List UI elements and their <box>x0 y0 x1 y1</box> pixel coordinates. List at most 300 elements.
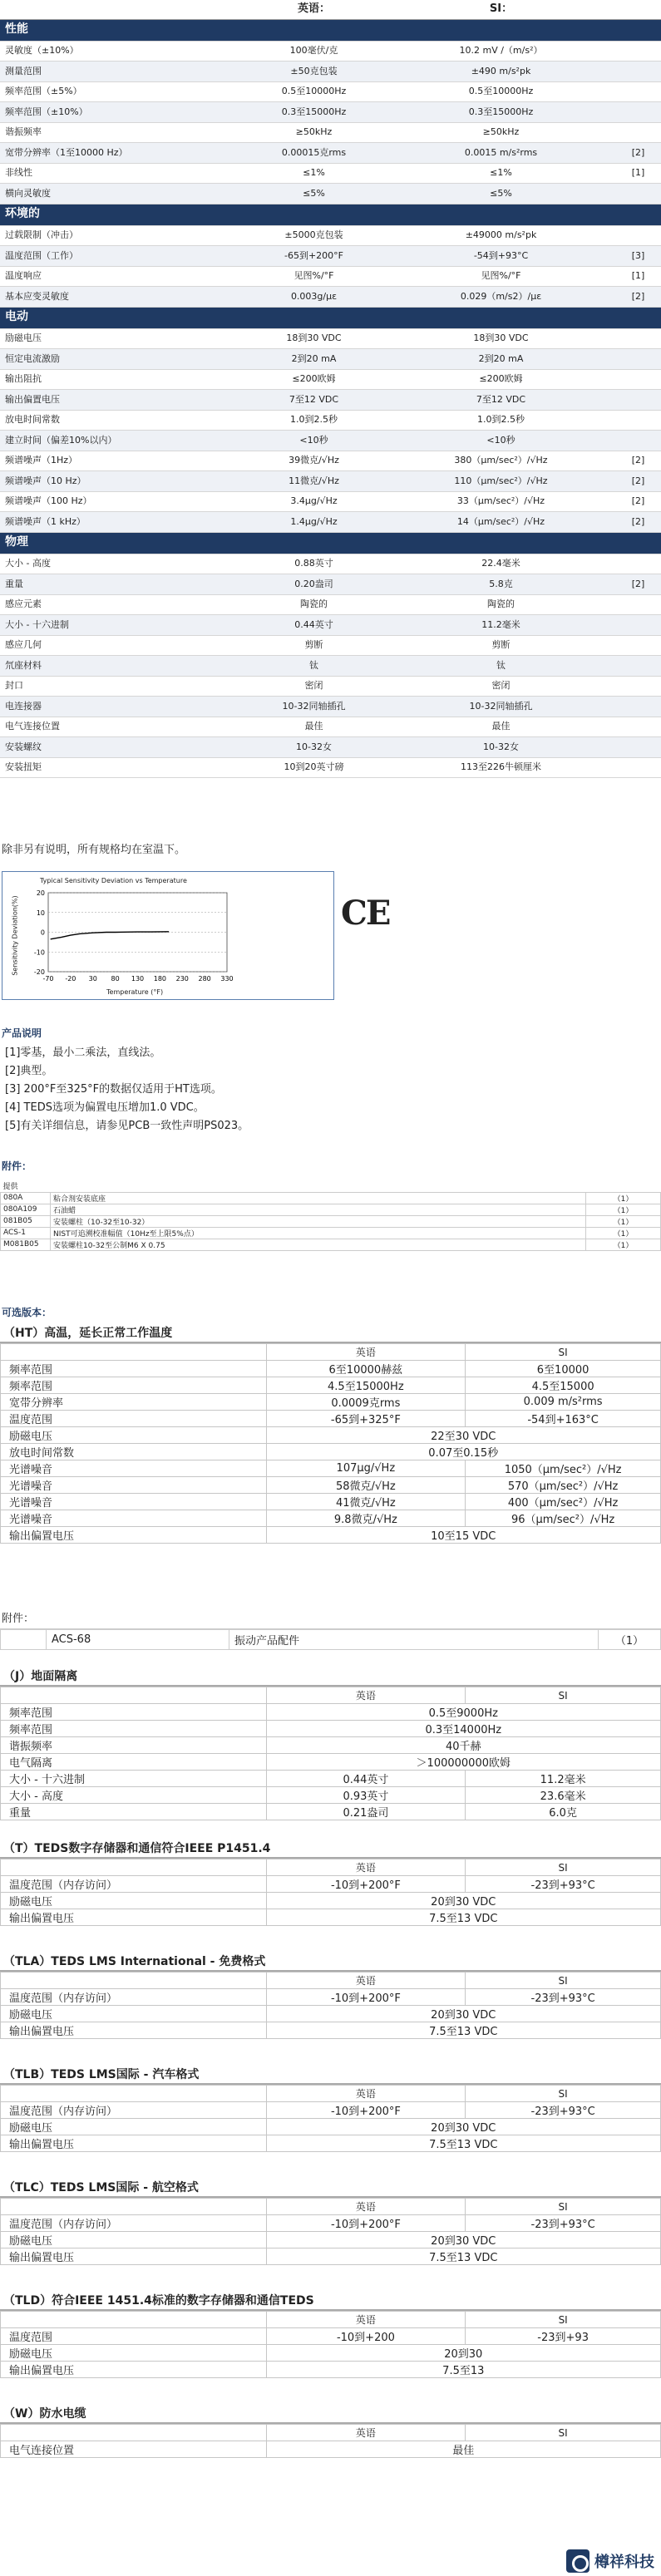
row-value: 22至30 VDC <box>266 1427 661 1444</box>
row-value-si: 570（µm/sec²）/√Hz <box>466 1477 661 1494</box>
row-value-si: -23到+93 <box>466 2328 661 2345</box>
spec-value-english: 0.5至10000Hz <box>241 81 387 102</box>
table-header-row <box>1 2199 661 2215</box>
row-value: 7.5至13 <box>266 2362 660 2378</box>
row-value-si: -23到+93°C <box>466 2102 661 2119</box>
spec-footnote: [2] <box>615 143 661 164</box>
spec-row <box>0 676 661 697</box>
spec-row <box>0 62 661 82</box>
spec-label: 电气连接位置 <box>0 717 241 737</box>
table-row <box>1 1460 661 1477</box>
spec-value-si: 380（µm/sec²）/√Hz <box>387 451 615 471</box>
accessory-desc: 石油蜡 <box>51 1204 586 1215</box>
spec-row <box>0 369 661 390</box>
column-si: SI <box>466 1344 661 1361</box>
row-value: 0.5至9000Hz <box>266 1704 660 1721</box>
spec-row <box>0 266 661 287</box>
spec-value-si: 18到30 VDC <box>387 328 615 349</box>
table-header-row <box>1 2086 661 2102</box>
table-row <box>1 2248 661 2265</box>
table-row <box>1 1527 661 1544</box>
spec-section-header <box>0 307 661 328</box>
row-label: 光谱噪音 <box>1 1460 267 1477</box>
spec-label: 温度响应 <box>0 266 241 287</box>
column-si: SI <box>466 2199 661 2215</box>
spec-value-english: 钛 <box>241 656 387 677</box>
spec-value-english: 0.20盎司 <box>241 574 387 595</box>
spec-footnote <box>615 62 661 82</box>
chart-ylabel: Sensitivity Deviation(%) <box>11 895 19 976</box>
series-line <box>51 932 169 939</box>
row-value-english: -10到+200 <box>266 2328 466 2345</box>
accessory-desc: 粘合剂安装底座 <box>51 1192 586 1204</box>
column-si: SI <box>466 1859 661 1876</box>
column-si: SI <box>466 1973 661 1989</box>
spec-footnote: [1] <box>615 163 661 184</box>
spec-value-english: 1.4µg/√Hz <box>241 512 387 533</box>
spec-label: 恒定电流激励 <box>0 349 241 370</box>
room-temp-note: 除非另有说明，所有规格均在室温下。 <box>2 844 186 856</box>
table-row <box>1 1494 661 1510</box>
ht-accessories <box>0 1609 661 1650</box>
t-title: （T）TEDS数字存储器和通信符合IEEE P1451.4 <box>0 1839 661 1859</box>
spec-header-si: SI： <box>387 0 615 19</box>
spec-label: 过载限制（冲击） <box>0 225 241 246</box>
accessory-qty: （1） <box>586 1215 661 1227</box>
row-label: 温度范围（内存访问） <box>1 1876 267 1893</box>
row-label: 温度范围（内存访问） <box>1 2215 267 2232</box>
product-note-item: [5]有关详细信息，请参见PCB一致性声明PS023。 <box>5 1120 249 1132</box>
tlb-title: （TLB）TEDS LMS国际 - 汽车格式 <box>0 2065 661 2085</box>
table-header-row <box>1 2312 661 2328</box>
row-value-english: 58微克/√Hz <box>266 1477 466 1494</box>
section-title: 性能 <box>0 19 661 41</box>
spec-value-english: 100毫伏/克 <box>241 41 387 62</box>
row-label: 励磁电压 <box>1 2119 267 2135</box>
row-value: 10至15 VDC <box>266 1527 661 1544</box>
row-label: 输出偏置电压 <box>1 2362 267 2378</box>
row-label: 励磁电压 <box>1 1893 267 1909</box>
spec-footnote <box>615 656 661 677</box>
row-label: 励磁电压 <box>1 1427 267 1444</box>
spec-label: 感应几何 <box>0 635 241 656</box>
table-row <box>1 1771 661 1787</box>
accessory-row <box>1 1239 661 1250</box>
w-title: （W）防水电缆 <box>0 2404 661 2424</box>
row-label: 温度范围（内存访问） <box>1 2102 267 2119</box>
spec-footnote <box>615 390 661 411</box>
spec-footnote <box>615 615 661 636</box>
ht-title: （HT）高温，延长正常工作温度 <box>0 1323 661 1343</box>
spec-row <box>0 287 661 308</box>
spec-value-si: 113至226牛顿厘米 <box>387 757 615 778</box>
y-tick-label: 0 <box>40 928 45 937</box>
x-tick-label: -70 <box>42 975 54 983</box>
row-value-si: 11.2毫米 <box>466 1771 661 1787</box>
spec-footnote: [2] <box>615 512 661 533</box>
spec-label: 安装螺纹 <box>0 737 241 758</box>
row-label: 频率范围 <box>1 1377 267 1394</box>
spec-header-english: 英语： <box>241 0 387 19</box>
spec-value-si: 2到20 mA <box>387 349 615 370</box>
spec-footnote <box>615 102 661 123</box>
spec-row <box>0 574 661 595</box>
spec-label: 大小 - 高度 <box>0 554 241 574</box>
row-value-english: 0.93英寸 <box>266 1787 466 1804</box>
spec-row <box>0 717 661 737</box>
spec-row <box>0 697 661 717</box>
tld-table <box>0 2311 661 2378</box>
table-row <box>1 1477 661 1494</box>
row-value-english: 0.44英寸 <box>266 1771 466 1787</box>
spec-value-si: 0.5至10000Hz <box>387 81 615 102</box>
spec-row <box>0 635 661 656</box>
table-row <box>1 1510 661 1527</box>
spec-footnote <box>615 81 661 102</box>
product-note-item: [1]零基，最小二乘法，直线法。 <box>5 1047 161 1059</box>
spec-value-english: 剪断 <box>241 635 387 656</box>
spec-label: 频谱噪声（1 kHz） <box>0 512 241 533</box>
spec-value-si: 10-32同轴插孔 <box>387 697 615 717</box>
t-table <box>0 1859 661 1926</box>
x-tick-label: 30 <box>88 975 97 983</box>
spec-footnote <box>615 369 661 390</box>
row-label: 宽带分辨率 <box>1 1394 267 1411</box>
spec-footnote <box>615 431 661 451</box>
x-tick-label: 180 <box>153 975 167 983</box>
accessories-subtitle: 提供 <box>2 1183 18 1192</box>
row-value: 20到30 <box>266 2345 660 2362</box>
spec-value-english: 10到20英寸磅 <box>241 757 387 778</box>
spec-footnote <box>615 737 661 758</box>
row-label: 输出偏置电压 <box>1 2022 267 2039</box>
tlc-title: （TLC）TEDS LMS国际 - 航空格式 <box>0 2178 661 2198</box>
row-value-si: 1050（µm/sec²）/√Hz <box>466 1460 661 1477</box>
accessories-table <box>0 1180 661 1251</box>
table-row <box>1 2215 661 2232</box>
accessory-qty: （1） <box>586 1204 661 1215</box>
spec-value-si: 11.2毫米 <box>387 615 615 636</box>
row-value-english: 0.21盎司 <box>266 1804 466 1820</box>
row-value-english: 107µg/√Hz <box>266 1460 466 1477</box>
spec-footnote: [2] <box>615 451 661 471</box>
accessory-code: 080A <box>1 1192 51 1204</box>
row-label: 电气连接位置 <box>1 2441 267 2458</box>
spec-value-english: 18到30 VDC <box>241 328 387 349</box>
row-label: 励磁电压 <box>1 2232 267 2248</box>
spec-row <box>0 656 661 677</box>
row-value-si: 4.5至15000 <box>466 1377 661 1394</box>
table-row <box>1 2135 661 2152</box>
spec-label: 输出偏置电压 <box>0 390 241 411</box>
row-value-si: 23.6毫米 <box>466 1787 661 1804</box>
accessory-row <box>1 1204 661 1215</box>
spec-value-english: 0.88英寸 <box>241 554 387 574</box>
table-row <box>1 2006 661 2022</box>
spec-label: 基本应变灵敏度 <box>0 287 241 308</box>
spec-row <box>0 102 661 123</box>
accessory-qty: （1） <box>586 1227 661 1239</box>
table-row <box>1 1721 661 1737</box>
table-row <box>1 1876 661 1893</box>
spec-value-english: 2到20 mA <box>241 349 387 370</box>
table-row <box>1 1377 661 1394</box>
spec-section-header <box>0 204 661 225</box>
spec-label: 灵敏度（±10%） <box>0 41 241 62</box>
row-value-si: -23到+93°C <box>466 1876 661 1893</box>
spec-value-si: 0.0015 m/s²rms <box>387 143 615 164</box>
row-value: 7.5至13 VDC <box>266 2135 660 2152</box>
spec-value-si: 5.8克 <box>387 574 615 595</box>
chart-xlabel: Temperature (°F) <box>106 988 164 996</box>
spec-value-english: 39微克/√Hz <box>241 451 387 471</box>
row-label: 温度范围（内存访问） <box>1 1989 267 2006</box>
row-label: 输出偏置电压 <box>1 1527 267 1544</box>
spec-label: 封口 <box>0 676 241 697</box>
spec-value-english: <10秒 <box>241 431 387 451</box>
spec-row <box>0 554 661 574</box>
x-tick-label: 130 <box>131 975 145 983</box>
spec-label: 安装扭矩 <box>0 757 241 778</box>
spec-value-si: 0.029（m/s2）/µε <box>387 287 615 308</box>
row-label: 温度范围 <box>1 1411 267 1427</box>
spec-value-si: 钛 <box>387 656 615 677</box>
row-label: 大小 - 十六进制 <box>1 1771 267 1787</box>
row-value-english: 6至10000赫兹 <box>266 1361 466 1377</box>
spec-footnote <box>615 676 661 697</box>
y-tick-label: 10 <box>36 909 45 917</box>
accessory-desc: 安装螺柱（10-32至10-32） <box>51 1215 586 1227</box>
spec-value-si: 剪断 <box>387 635 615 656</box>
spec-row <box>0 41 661 62</box>
spec-footnote <box>615 41 661 62</box>
row-value-si: -23到+93°C <box>466 1989 661 2006</box>
row-value-si: 0.009 m/s²rms <box>466 1394 661 1411</box>
accessory-row <box>1 1227 661 1239</box>
column-english: 英语 <box>266 1859 466 1876</box>
spec-value-english: ≤200欧姆 <box>241 369 387 390</box>
product-note-item: [4] TEDS选项为偏置电压增加1.0 VDC。 <box>5 1101 205 1114</box>
spec-value-si: 110（µm/sec²）/√Hz <box>387 471 615 492</box>
product-note-item: [2]典型。 <box>5 1065 53 1077</box>
row-value-english: 0.0009克rms <box>266 1394 466 1411</box>
row-value: ＞100000000欧姆 <box>266 1754 660 1771</box>
spec-footnote: [2] <box>615 287 661 308</box>
spec-value-english: 3.4µg/√Hz <box>241 491 387 512</box>
tld-title: （TLD）符合IEEE 1451.4标准的数字存储器和通信TEDS <box>0 2291 661 2311</box>
spec-value-si: 22.4毫米 <box>387 554 615 574</box>
row-label: 温度范围 <box>1 2328 267 2345</box>
row-label: 频率范围 <box>1 1721 267 1737</box>
spec-label: 放电时间常数 <box>0 410 241 431</box>
option-tlb <box>0 2065 661 2152</box>
spec-row <box>0 737 661 758</box>
row-value: 20到30 VDC <box>266 2119 660 2135</box>
spec-footnote <box>615 757 661 778</box>
spec-value-si: 10-32女 <box>387 737 615 758</box>
spec-row <box>0 225 661 246</box>
spec-value-si: 密闭 <box>387 676 615 697</box>
option-w <box>0 2404 661 2458</box>
table-row <box>1 2328 661 2345</box>
spec-value-english: 最佳 <box>241 717 387 737</box>
spec-value-english: 陶瓷的 <box>241 594 387 615</box>
spec-value-si: 1.0到2.5秒 <box>387 410 615 431</box>
section-title: 环境的 <box>0 204 661 225</box>
spec-footnote: [3] <box>615 246 661 267</box>
row-label: 光谱噪音 <box>1 1494 267 1510</box>
row-value: 20到30 VDC <box>266 2232 660 2248</box>
spec-label: 重量 <box>0 574 241 595</box>
spec-row <box>0 81 661 102</box>
spec-row <box>0 184 661 204</box>
row-label: 放电时间常数 <box>1 1444 267 1460</box>
table-row <box>1 2232 661 2248</box>
accessory-code: 080A109 <box>1 1204 51 1215</box>
column-english: 英语 <box>266 2086 466 2102</box>
option-tlc <box>0 2178 661 2265</box>
spec-label: 建立时间（偏差10%以内） <box>0 431 241 451</box>
table-row <box>1 2362 661 2378</box>
spec-footnote: [2] <box>615 491 661 512</box>
row-value: 7.5至13 VDC <box>266 2022 660 2039</box>
spec-label: 输出阻抗 <box>0 369 241 390</box>
spec-value-english: ≤5% <box>241 184 387 204</box>
x-tick-label: 330 <box>220 975 234 983</box>
spec-row <box>0 390 661 411</box>
spec-footnote: [2] <box>615 574 661 595</box>
spec-row <box>0 328 661 349</box>
spec-value-si: 7至12 VDC <box>387 390 615 411</box>
spec-label: 宽带分辨率（1至10000 Hz） <box>0 143 241 164</box>
ce-mark-icon: CE <box>341 894 390 933</box>
spec-value-english: 0.003g/µε <box>241 287 387 308</box>
accessories-title: 附件： <box>2 1160 32 1172</box>
spec-label: 谐振频率 <box>0 122 241 143</box>
spec-label: 励磁电压 <box>0 328 241 349</box>
spec-value-si: ≤200欧姆 <box>387 369 615 390</box>
table-row <box>1 2022 661 2039</box>
spec-table <box>0 0 661 778</box>
table-header-row <box>1 1687 661 1704</box>
spec-value-si: <10秒 <box>387 431 615 451</box>
spec-value-si: 0.3至15000Hz <box>387 102 615 123</box>
row-value-si: -23到+93°C <box>466 2215 661 2232</box>
table-row <box>1 1427 661 1444</box>
spec-value-si: 33（µm/sec²）/√Hz <box>387 491 615 512</box>
row-value-si: 96（µm/sec²）/√Hz <box>466 1510 661 1527</box>
ht-table <box>0 1343 661 1544</box>
tla-table <box>0 1972 661 2039</box>
section-title: 物理 <box>0 532 661 554</box>
spec-footnote <box>615 122 661 143</box>
row-value-english: -10到+200°F <box>266 1876 466 1893</box>
spec-row <box>0 410 661 431</box>
spec-value-si: 14（µm/sec²）/√Hz <box>387 512 615 533</box>
row-label: 励磁电压 <box>1 2345 267 2362</box>
spec-row <box>0 757 661 778</box>
accessory-qty: （1） <box>586 1192 661 1204</box>
table-row <box>1 1754 661 1771</box>
table-header-row <box>1 1859 661 1876</box>
logo-text: 樽祥科技 <box>594 2554 654 2571</box>
accessory-desc: NIST可追溯校准幅值（10Hz至上限5%点） <box>51 1227 586 1239</box>
row-value-si: 6至10000 <box>466 1361 661 1377</box>
column-si: SI <box>466 2086 661 2102</box>
spec-footnote <box>615 328 661 349</box>
row-value: 20到30 VDC <box>266 2006 660 2022</box>
spec-value-english: 0.00015克rms <box>241 143 387 164</box>
product-notes-title: 产品说明 <box>2 1027 42 1039</box>
temperature-chart <box>2 871 334 1000</box>
row-value: 0.3至14000Hz <box>266 1721 660 1737</box>
spec-row <box>0 122 661 143</box>
tla-title: （TLA）TEDS LMS International - 免费格式 <box>0 1952 661 1972</box>
tlb-table <box>0 2085 661 2152</box>
x-tick-label: -20 <box>65 975 76 983</box>
j-table <box>0 1687 661 1820</box>
accessory-code: M081B05 <box>1 1239 51 1250</box>
accessory-code: 081B05 <box>1 1215 51 1227</box>
spec-footnote <box>615 635 661 656</box>
spec-footnote <box>615 697 661 717</box>
accessory-code: ACS-1 <box>1 1227 51 1239</box>
spec-value-english: ≤1% <box>241 163 387 184</box>
tlc-table <box>0 2198 661 2265</box>
spec-section-header <box>0 19 661 41</box>
option-ht <box>0 1323 661 1544</box>
j-title: （J）地面隔离 <box>0 1667 661 1687</box>
x-tick-label: 280 <box>198 975 211 983</box>
spec-label: 频谱噪声（10 Hz） <box>0 471 241 492</box>
spec-row <box>0 491 661 512</box>
spec-footnote <box>615 349 661 370</box>
spec-row <box>0 615 661 636</box>
product-notes <box>5 1044 249 1135</box>
x-tick-label: 80 <box>111 975 120 983</box>
option-tld <box>0 2291 661 2378</box>
row-value: 20到30 VDC <box>266 1893 660 1909</box>
y-tick-label: -10 <box>33 948 45 957</box>
spec-value-si: ±490 m/s²pk <box>387 62 615 82</box>
row-value-si: -54到+163°C <box>466 1411 661 1427</box>
table-row <box>1 1893 661 1909</box>
column-english: 英语 <box>266 2425 466 2441</box>
row-value-english: -10到+200°F <box>266 2102 466 2119</box>
column-si: SI <box>466 2425 661 2441</box>
spec-row <box>0 512 661 533</box>
spec-row <box>0 246 661 267</box>
spec-footnote: [1] <box>615 266 661 287</box>
spec-value-english: -65到+200°F <box>241 246 387 267</box>
table-row <box>1 2102 661 2119</box>
spec-footnote: [2] <box>615 471 661 492</box>
row-label: 输出偏置电压 <box>1 1909 267 1926</box>
row-value-si: 6.0克 <box>466 1804 661 1820</box>
row-label: 频率范围 <box>1 1704 267 1721</box>
spec-row <box>0 163 661 184</box>
spec-value-si: 陶瓷的 <box>387 594 615 615</box>
row-label: 电气隔离 <box>1 1754 267 1771</box>
row-label: 输出偏置电压 <box>1 2248 267 2265</box>
spec-footnote <box>615 594 661 615</box>
table-row <box>1 1989 661 2006</box>
accessory-row <box>1 1192 661 1204</box>
ht-accessory-code: ACS-68 <box>47 1630 229 1650</box>
spec-section-header <box>0 532 661 554</box>
table-row <box>1 1361 661 1377</box>
spec-value-english: ±50克包装 <box>241 62 387 82</box>
